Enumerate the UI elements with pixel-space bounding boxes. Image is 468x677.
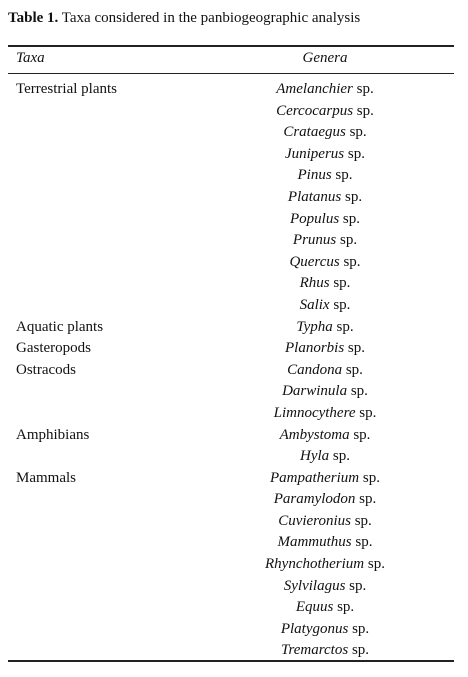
- species-suffix: sp.: [355, 491, 377, 508]
- genus-cell: [0, 640, 468, 662]
- genus-name: Amelanchier: [276, 81, 353, 97]
- genus-name: Limnocythere: [273, 404, 356, 421]
- taxon-cell: Aquatic plants: [16, 318, 104, 335]
- genus-cell: [0, 554, 468, 576]
- genus-cell: [0, 122, 468, 144]
- species-suffix: sp.: [348, 620, 370, 637]
- genus-cell: [0, 230, 468, 252]
- table-row: [0, 230, 468, 252]
- species-suffix: sp.: [352, 81, 374, 97]
- taxon-cell: Mammals: [16, 469, 76, 486]
- taxon-cell: Gasteropods: [16, 340, 91, 357]
- table-row: [0, 619, 468, 641]
- genus-cell: [0, 425, 468, 447]
- table-caption: [8, 10, 360, 27]
- species-suffix: sp.: [339, 210, 360, 227]
- genus-cell: [0, 79, 468, 101]
- table-row: [0, 360, 468, 382]
- species-suffix: sp.: [332, 318, 354, 335]
- table-row: [0, 273, 468, 295]
- genus-name: Salix: [299, 296, 330, 313]
- genus-name: Mammuthus: [277, 534, 352, 551]
- species-suffix: sp.: [355, 404, 377, 421]
- species-suffix: sp.: [329, 448, 350, 465]
- genus-name: Ambystoma: [279, 426, 350, 443]
- species-suffix: sp.: [351, 534, 373, 551]
- genus-cell: [0, 273, 468, 295]
- genus-cell: [0, 489, 468, 511]
- species-suffix: sp.: [344, 340, 366, 357]
- column-header-genera: Genera: [302, 50, 348, 66]
- table-row: [0, 122, 468, 144]
- table-row: [0, 338, 468, 360]
- genus-cell: [0, 144, 468, 166]
- genus-name: Crataegus: [283, 124, 346, 141]
- genus-name: Typha: [296, 318, 333, 335]
- table-row: [0, 101, 468, 123]
- table-row: [0, 317, 468, 339]
- taxon-cell: Terrestrial plants: [16, 81, 117, 97]
- table-row: [0, 79, 468, 101]
- genus-name: Rhynchotherium: [265, 556, 365, 573]
- table-row: [0, 597, 468, 619]
- genus-name: Paramylodon: [273, 491, 356, 508]
- table-row: [0, 425, 468, 447]
- table-row: [0, 165, 468, 187]
- species-suffix: sp.: [359, 469, 380, 486]
- genus-cell: [0, 360, 468, 382]
- table-row: [0, 446, 468, 468]
- column-header-taxa: Taxa: [16, 50, 45, 66]
- species-suffix: sp.: [348, 642, 370, 659]
- table-row: [0, 381, 468, 403]
- table-row: [0, 489, 468, 511]
- genus-cell: [0, 165, 468, 187]
- genus-cell: [0, 101, 468, 123]
- species-suffix: sp.: [364, 556, 385, 573]
- table-row: [0, 532, 468, 554]
- table-row: [0, 468, 468, 490]
- genus-name: Hyla: [299, 448, 330, 465]
- table-row: [0, 640, 468, 662]
- species-suffix: sp.: [342, 361, 363, 378]
- genus-cell: [0, 317, 468, 339]
- table-header-rule: [8, 73, 454, 74]
- species-suffix: sp.: [339, 253, 361, 270]
- genus-name: Darwinula: [282, 383, 348, 400]
- genus-cell: [0, 446, 468, 468]
- table-row: [0, 209, 468, 231]
- genus-cell: [0, 403, 468, 425]
- genus-name: Pampatherium: [269, 469, 360, 486]
- genus-name: Pinus: [297, 167, 332, 184]
- species-suffix: sp.: [353, 102, 374, 119]
- table-row: [0, 144, 468, 166]
- table-top-rule: [8, 45, 454, 47]
- genus-cell: [0, 511, 468, 533]
- table-row: [0, 554, 468, 576]
- genus-name: Rhus: [299, 275, 330, 292]
- species-suffix: sp.: [344, 145, 365, 162]
- genus-name: Equus: [295, 599, 334, 616]
- species-suffix: sp.: [345, 124, 367, 141]
- genus-name: Populus: [289, 210, 340, 227]
- taxon-cell: Amphibians: [16, 426, 90, 443]
- table-body: [0, 79, 468, 662]
- table-row: [0, 576, 468, 598]
- genus-cell: [0, 597, 468, 619]
- genus-cell: [0, 187, 468, 209]
- species-suffix: sp.: [329, 275, 351, 292]
- table-bottom-rule: [8, 660, 454, 662]
- table-row: [0, 295, 468, 317]
- table-row: [0, 511, 468, 533]
- genus-name: Juniperus: [284, 145, 345, 162]
- genus-cell: [0, 209, 468, 231]
- species-suffix: sp.: [350, 512, 372, 529]
- genus-name: Planorbis: [284, 340, 345, 357]
- genus-name: Cercocarpus: [276, 102, 354, 119]
- species-suffix: sp.: [349, 426, 371, 443]
- genus-name: Platygonus: [280, 620, 349, 637]
- genus-cell: [0, 619, 468, 641]
- taxon-cell: Ostracods: [16, 361, 76, 378]
- genus-cell: [0, 381, 468, 403]
- table-caption-label: Table 1.: [8, 10, 59, 26]
- genus-name: Platanus: [287, 188, 342, 205]
- species-suffix: sp.: [336, 232, 358, 249]
- genus-name: Candona: [287, 361, 343, 378]
- genus-cell: [0, 532, 468, 554]
- genus-cell: [0, 468, 468, 490]
- genus-name: Tremarctos: [280, 642, 349, 659]
- genus-name: Sylvilagus: [283, 577, 346, 594]
- species-suffix: sp.: [345, 577, 367, 594]
- table-row: [0, 403, 468, 425]
- genus-name: Prunus: [292, 232, 337, 249]
- genus-cell: [0, 576, 468, 598]
- table-row: [0, 252, 468, 274]
- species-suffix: sp.: [331, 167, 353, 184]
- genus-name: Cuvieronius: [278, 512, 351, 529]
- species-suffix: sp.: [329, 296, 351, 313]
- genus-name: Quercus: [289, 253, 340, 270]
- table-caption-text: Taxa considered in the panbiogeographic analysis: [58, 10, 361, 26]
- genus-cell: [0, 295, 468, 317]
- table-row: [0, 187, 468, 209]
- genus-cell: [0, 252, 468, 274]
- species-suffix: sp.: [333, 599, 355, 616]
- species-suffix: sp.: [341, 188, 363, 205]
- genus-cell: [0, 338, 468, 360]
- species-suffix: sp.: [347, 383, 368, 400]
